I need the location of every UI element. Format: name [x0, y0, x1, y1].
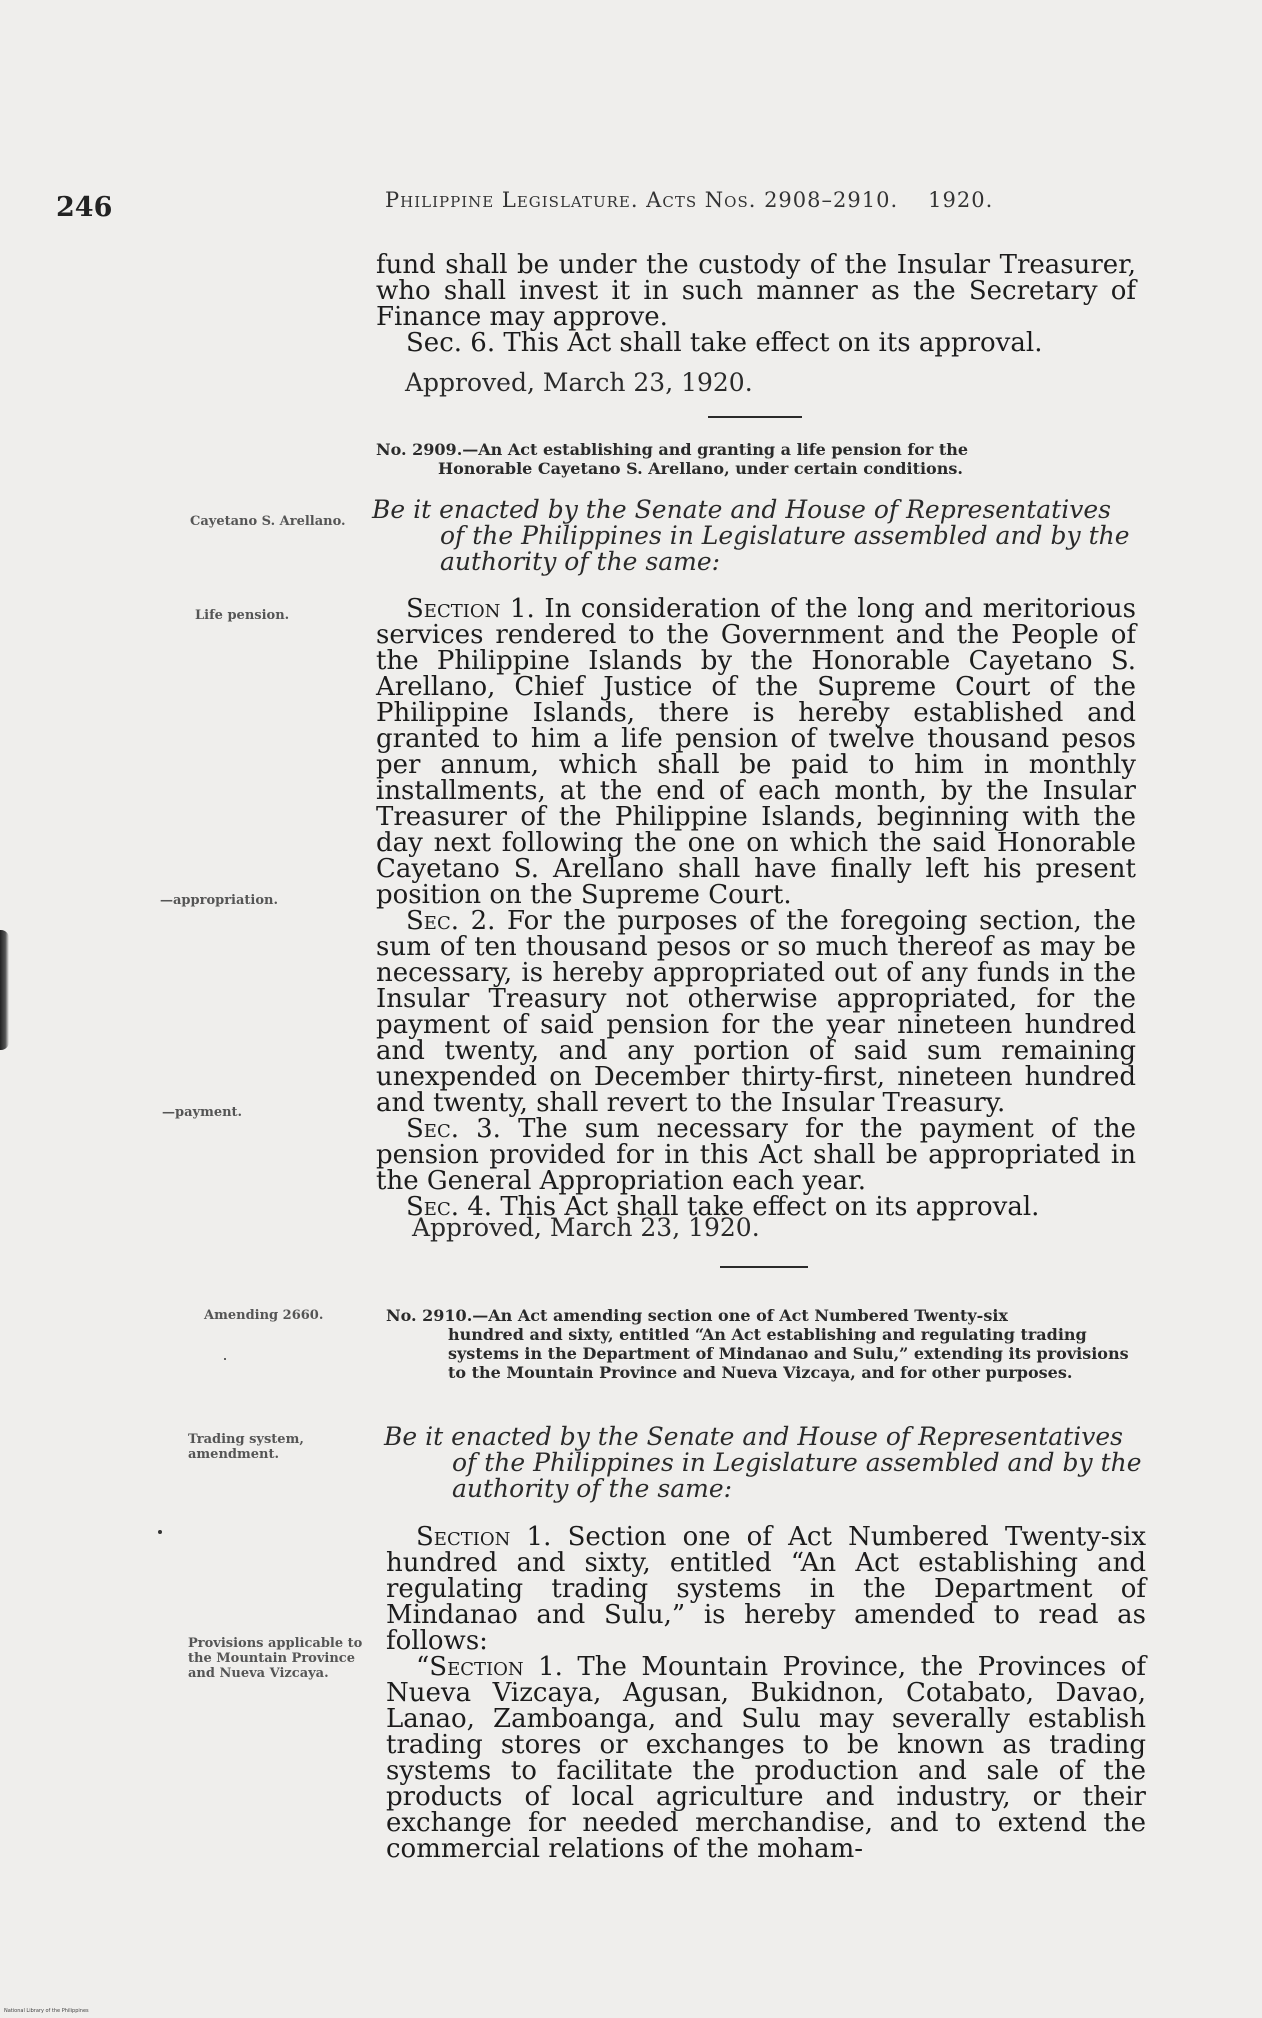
continuation-block [376, 252, 1136, 356]
running-year: 1920. [928, 188, 994, 212]
act-2910-sections [386, 1524, 1146, 1862]
margin-note-life-pension: Life pension. [195, 608, 290, 623]
act-2909-section-4: Sec. 4. This Act shall take effect on its approval. [406, 1192, 1040, 1222]
act-2910-enacting-clause: Be it enacted by the Senate and House of Representatives of the Philippines in Legislature assembled and by the authority of the same: [384, 1422, 1142, 1503]
act-2910-section-1: Section 1. Section one of Act Numbered Twenty-six hundred and sixty, entitled “An Act establishing and regulating trading systems in the Department of Mindanao and Sulu,” is hereby amended to read as follows: [386, 1522, 1147, 1656]
act-2909-section-3: Sec. 3. The sum necessary for the payment of the pension provided for in this Act shall be appropriated in the General Appropriation each year. [376, 1114, 1136, 1196]
act-2909-heading: No. 2909.—An Act establishing and granting a life pension for the Honorable Cayetano S. Arellano, under certain conditions. [376, 440, 969, 478]
running-header [385, 188, 993, 212]
margin-note-trading: Trading system, amendment. [188, 1432, 304, 1462]
section-divider-2 [720, 1266, 808, 1268]
act-2910-quoted-section: “Section 1. The Mountain Province, the Provinces of Nueva Vizcaya, Agusan, Bukidnon, Cotabato, Davao, Lanao, Zamboanga, and Sulu may severally establish trading stores or exchanges to be known as trading systems to facilitate the production and sale of the products of local agriculture and industry, or their exchange for needed merchandise, and to extend the commercial relations of the moham- [386, 1652, 1146, 1864]
act-2909-enacting-clause: Be it enacted by the Senate and House of Representatives of the Philippines in Legislature assembled and by the authority of the same: [372, 495, 1130, 576]
section-divider [708, 416, 802, 418]
approved-2908: Approved, March 23, 1920. [405, 368, 753, 397]
continuation-text: fund shall be under the custody of the Insular Treasurer, who shall invest it in such manner as the Secretary of Finance may approve. [376, 250, 1136, 332]
margin-note-provisions: Provisions applicable to the Mountain Province and Nueva Vizcaya. [188, 1636, 363, 1681]
footer-credit: National Library of the Philippines [4, 2008, 89, 2014]
margin-note-appropriation: —appropriation. [160, 893, 279, 908]
act-2909-section-2: Sec. 2. For the purposes of the foregoing section, the sum of ten thousand pesos or so much thereof as may be necessary, is hereby appropriated out of any funds in the Insular Treasury not otherwise appropriated, for the payment of said pension for the year nineteen hundred and twenty, and any portion of said sum remaining unexpended on December thirty-first, nineteen hundred and twenty, shall revert to the Insular Treasury. [376, 906, 1136, 1118]
scan-edge-shadow [0, 930, 9, 1050]
margin-note-amending: Amending 2660. [204, 1308, 324, 1323]
page-number: 246 [56, 192, 113, 223]
section-6: Sec. 6. This Act shall take effect on its approval. [406, 328, 1043, 358]
approved-2909: Approved, March 23, 1920. [412, 1213, 760, 1242]
scan-speck [158, 1530, 162, 1534]
act-2910-heading: No. 2910.—An Act amending section one of Act Numbered Twenty-six hundred and sixty, entitled “An Act establishing and regulating trading systems in the Department of Mindanao and Sulu,” extending its provisions to the Mountain Province and Nueva Vizcaya, and for other purposes. [386, 1306, 1129, 1382]
act-2909-sections [376, 596, 1136, 1220]
margin-note-payment: —payment. [162, 1105, 243, 1120]
act-2909-section-1: Section 1. In consideration of the long and meritorious services rendered to the Government and the People of the Philippine Islands by the Honorable Cayetano S. Arellano, Chief Justice of the Supreme Court of the Philippine Islands, there is hereby established and granted to him a life pension of twelve thousand pesos per annum, which shall be paid to him in monthly installments, at the end of each month, by the Insular Treasurer of the Philippine Islands, beginning with the day next following the one on which the said Honorable Cayetano S. Arellano shall have finally left his present position on the Supreme Court. [376, 594, 1136, 910]
margin-note-arellano: Cayetano S. Arellano. [190, 514, 346, 529]
running-title: Philippine Legislature. Acts Nos. 2908–2910. [385, 188, 899, 212]
scan-speck [224, 1358, 226, 1360]
